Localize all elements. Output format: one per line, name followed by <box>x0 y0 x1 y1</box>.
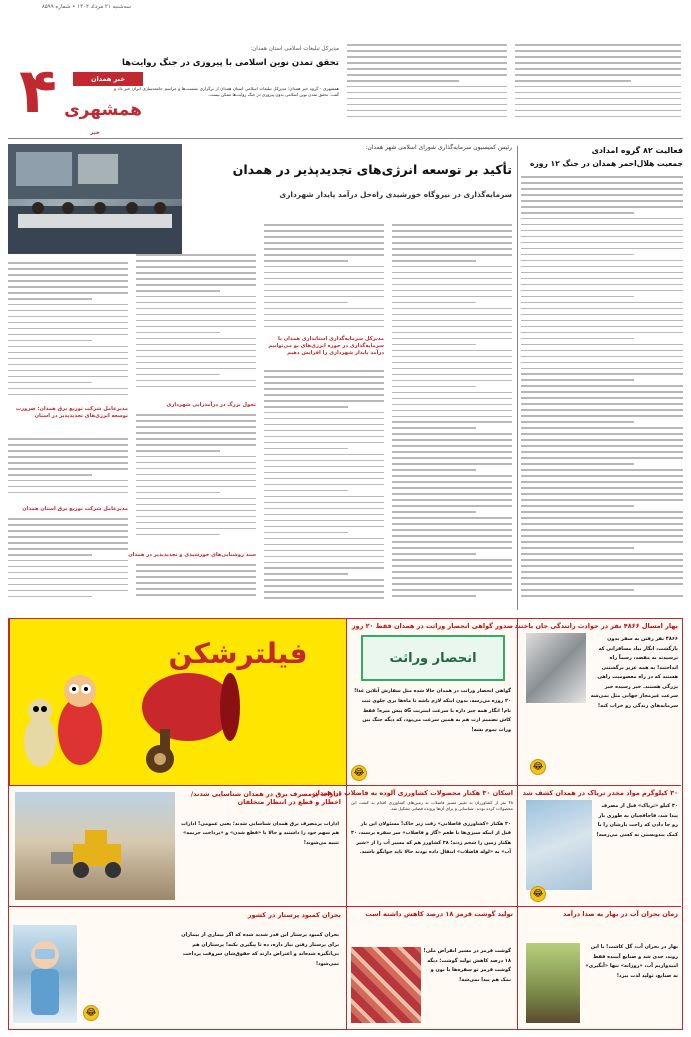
main-story-subhead: سرمایه‌گذاری در نیروگاه خورشیدی راه‌حل درآمد پایدار شهرداری <box>279 190 512 199</box>
column-e-title: ادارات پرمصرف برق در همدان شناسایی شدند/ اخطار و قطع در انتظار متخلفان <box>190 790 341 806</box>
main-story <box>8 144 512 614</box>
laughing-emoji-icon: 😂 <box>83 1005 99 1021</box>
column-f-verse: بهار در بحران آب، گل کاشت! با این روند، جدی شد و صنایع آیینده فقط امیدواریم آب، «روزانه» تنها «آبگیری» نه صنایع، تولید لذت ببرد! <box>585 944 678 979</box>
main-story-col-4-text-a <box>8 262 128 400</box>
masthead-divider <box>8 138 683 139</box>
column-h-verse: بحران کمبود پرستار این قدر شدید شده که اگر بیماری از بیماران برای پرستار رفتن نیاز داره، ده تا پیگیری بکنه! پرستاران هم بی‌انگیزه شده‌اند و اعتراض دارند که حقوق‌شان سروقت پرداخت نمی‌شود! <box>181 932 339 967</box>
laughing-emoji-icon: 😂 <box>530 886 546 902</box>
column-e-verse: ادارات پرمصرف برق همدان شناسایی شدند؛ یعنی عمومی! ادارات هم سهم خود را داشتند و حالا با «قطع شدن» و «پرداخت جریمه» تنبیه می‌شوند! <box>181 821 339 846</box>
column-a-verse: ۴۸۶۶ نفر رفتن به سفر بدون بازگشت، انگار بیاد مسافرانی که نرسیدند به مقصد، رسماً راه انداختند! به همه عزیز برگشتنی هستند که در راه معصومیت راهی بزرگی هستند. خبر رسیده خبر سرعت غیرمجاز جهانی مثل نمی‌شه سرمایه‌های زندگی رو خراب کنه! <box>590 636 678 709</box>
nurse-illustration <box>13 925 77 1023</box>
red-crescent-body <box>521 176 683 606</box>
column-a <box>514 619 682 785</box>
top-story-lead: همشهری - گروه خبر همدان: مدیرکل تبلیغات اسلامی استان همدان از برگزاری نشست‌ها و مراسم جامعه‌سازی ایران خبر داد و گفت: تحقق تمدن نوین اسلامی بدون پیروزی در جنگ روایت‌ها ممکن نیست. <box>114 86 339 97</box>
column-a-title: بهار امسال ۴۸۶۶ نفر در حوادث رانندگی جان باختند <box>514 622 678 630</box>
logo: همشهری <box>64 100 142 120</box>
highlight-1: مدیرکل سرمایه‌گذاری استانداری همدان با سرمایه‌گذاری در حوزه انرژی‌های نو می‌توانیم درآمد پایدار شهرداری را افزایش دهیم <box>268 336 384 356</box>
highlight-6: مدیرعامل شرکت توزیع برق استان همدان <box>22 506 128 512</box>
top-story-kicker: مدیرکل تبلیغات اسلامی استان همدان: <box>250 46 339 52</box>
column-f-title: زمان بحران آب در بهار به صدا درآمد <box>562 910 678 918</box>
main-story-col-1 <box>392 224 512 606</box>
red-crescent-headline-1: فعالیت ۸۲ گروه امدادی <box>591 146 683 155</box>
column-c <box>522 786 682 906</box>
highlight-4: سند روشنایی‌های خورشیدی و تجدیدپذیر در همدان <box>128 552 256 558</box>
dateline: سه‌شنبه ۲۱ مرداد ۱۴۰۴ • شماره ۸۵۹۹ <box>41 4 131 10</box>
section-tag: خبر <box>90 130 100 136</box>
column-b <box>346 619 518 785</box>
laughing-emoji-icon: 😂 <box>530 759 546 775</box>
column-h-title: بحران کمبود پرستار در کشور <box>247 911 341 919</box>
column-d-intro: ۴۸ نفر از کشاورزان به تغییر مسیر فاضلاب به زمین‌های کشاورزی اقدام به کشت این محصولات کرده بودند. شناسایی و برای آن‌ها پرونده قضایی تشکیل شد. <box>351 800 513 811</box>
main-story-col-4 <box>8 262 128 606</box>
column-h-nurse-photo <box>13 925 77 1023</box>
page-number: ۴ <box>19 54 57 127</box>
main-story-col-2 <box>264 224 384 606</box>
column-e <box>9 786 345 906</box>
column-divider <box>517 146 518 610</box>
column-c-drug-packages-photo <box>526 800 592 890</box>
column-g-meat-photo <box>351 947 421 1023</box>
column-g <box>346 907 518 1029</box>
column-d-verse: ۳۰ هکتار «کشاورزی فاضلابی» رفت زیر خاک! مسئولان این بار قبل از اینکه سبزی‌ها با طعم «گاز و فاضلاب» سر سفره برسند، ۳۰ هکتار زمین را شخم زدند؛ ۴۸ کشاورز هم که مسیر آب را از «شیر آب» به «لوله فاضلاب» انتقال داده بودند حالا باید جوابگو باشند. <box>351 821 511 855</box>
top-story-column-3 <box>515 44 681 122</box>
column-g-title: تولید گوشت قرمز ۱۸ درصد کاهش داشته است <box>365 910 513 918</box>
main-story-col-4-text-c <box>8 518 128 606</box>
main-story-col-4-text-b <box>8 438 128 502</box>
column-b-verse: گواهی انحصار وراثت در همدان حالا شده مثل سفارش آنلاین غذا! ۲۰ روزه می‌رسه، بدون اینکه لازم باشه تا ماه‌ها بری جلوی ثبت نام! انگار همه چیز داره با سرعت اینترنت ۵G پیش میره! فقط کاش تصمیم ارث هم به همین سرعت می‌بود، که دیگه جنگ بین وراث تموم بشه! <box>354 688 511 734</box>
main-story-col-3-text-b <box>136 414 256 544</box>
masthead <box>0 0 691 138</box>
column-f <box>522 907 682 1029</box>
main-story-col-2-text-b <box>264 370 384 606</box>
column-c-verse: ۳۰ کیلو «تریاک» قبل از مصرف پیدا شد، قاچاقچیان یه طوری بار رو جا دادن که راحت بارشان را با کمک بندوبستی به کسی می‌رسه! <box>596 803 678 838</box>
column-f-drought-photo <box>526 943 580 1023</box>
top-story-headline: تحقق تمدن نوین اسلامی با پیروزی در جنگ روایت‌ها <box>122 58 339 68</box>
column-c-title: ۳۰ کیلوگرم مواد مخدر تریاک در همدان کشف شد <box>522 789 678 797</box>
column-b-title: صدور گواهی انحصار وراثت در همدان فقط ۲۰ روز <box>351 622 513 630</box>
highlight-2: تحول بزرگ در درآمدزایی شهرداری <box>166 402 256 408</box>
main-story-col-2-text-a <box>264 224 384 332</box>
filtershekan-section <box>8 618 683 1030</box>
province-label-badge: خبر همدان <box>73 72 143 86</box>
column-h <box>9 907 345 1029</box>
main-story-col-3-text-c <box>136 564 256 604</box>
main-story-headline: تأکید بر توسعه انرژی‌های تجدیدپذیر در همدان <box>232 162 512 177</box>
laughing-emoji-icon: 😂 <box>351 765 367 781</box>
highlight-5: مدیرعامل شرکت توزیع برق همدان: ضرورت توسعه انرژی‌های تجدیدپذیر در استان <box>15 406 128 419</box>
inheritance-stamp <box>361 635 505 681</box>
filtershekan-title: فیلترشکن <box>168 637 308 670</box>
bulldozer-icon <box>15 792 175 900</box>
column-a-crash-photo <box>526 633 586 703</box>
column-d-title: اسکان ۳۰ هکتار محصولات کشاورزی آلوده به فاضلاب در همدان <box>312 789 513 797</box>
inheritance-stamp-text: انحصار وراثت <box>389 650 477 666</box>
red-crescent-story <box>521 146 683 610</box>
filtershekan-banner <box>9 619 345 785</box>
main-story-kicker: رئیس کمیسیون سرمایه‌گذاری شورای اسلامی شهر همدان: <box>365 144 512 151</box>
main-story-col-3 <box>128 224 256 606</box>
main-story-col-3-text-a <box>136 254 256 394</box>
top-story-column-2 <box>347 44 507 122</box>
column-g-verse: گوشت قرمز در مسیر انقراض ملی! ۱۸ درصد کاهش تولید گوشت؛ دیگه گوشت قرمز تو سفره‌ها با نون و نمک هم پیدا نمی‌شه! <box>423 948 511 983</box>
column-d <box>312 786 518 906</box>
red-crescent-headline-2: جمعیت هلال‌احمر همدان در جنگ ۱۲ روزه <box>529 159 683 168</box>
column-e-bulldozer-photo <box>15 792 175 900</box>
